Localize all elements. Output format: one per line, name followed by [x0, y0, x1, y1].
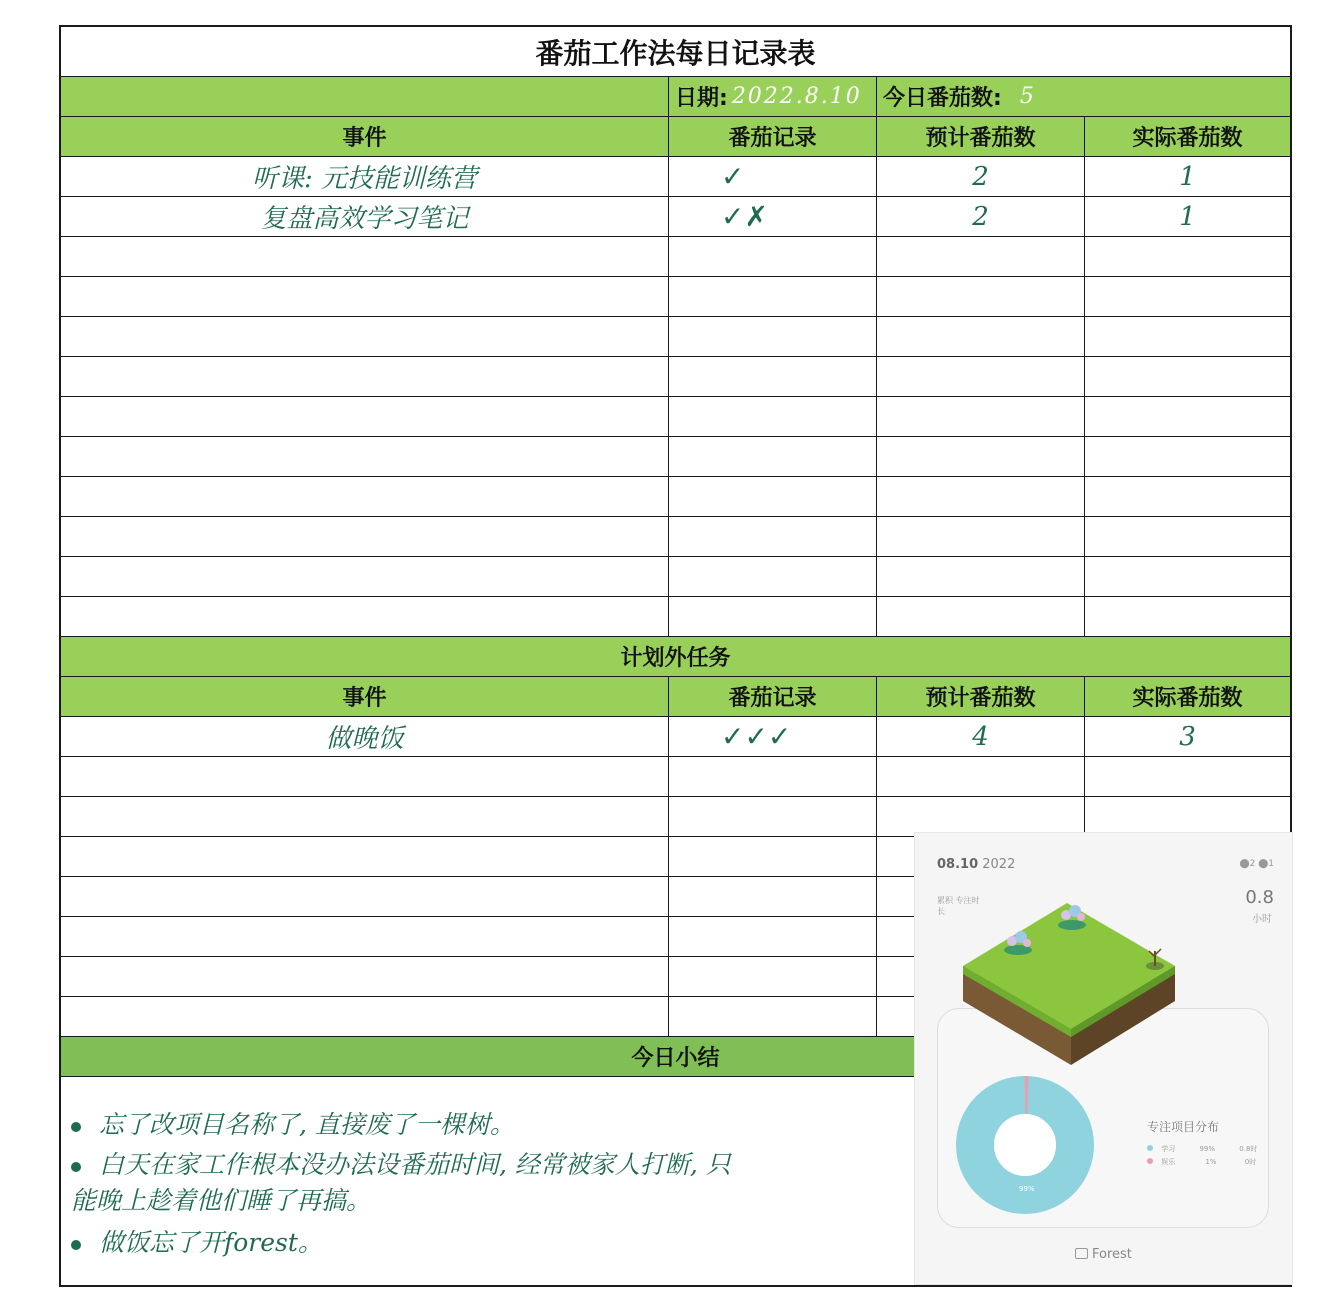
- planned-cell: 2: [877, 157, 1085, 196]
- forest-hours: 0.8: [1245, 887, 1274, 908]
- forest-logo-icon: [1075, 1248, 1088, 1259]
- record-cell: ✓✓✓: [669, 717, 877, 756]
- legend-item: 娱乐 1% 0时: [1147, 1157, 1256, 1167]
- header-planned: 预计番茄数: [877, 677, 1085, 716]
- empty-cell: [669, 477, 877, 516]
- count-value: 5: [1019, 84, 1036, 109]
- empty-cell: [669, 957, 877, 996]
- legend-dot-icon: [1147, 1145, 1153, 1151]
- empty-cell: [61, 877, 669, 916]
- planned-cell: 2: [877, 197, 1085, 236]
- header-actual: 实际番茄数: [1132, 126, 1243, 151]
- empty-cell: [669, 357, 877, 396]
- donut-percent-label: 99%: [1019, 1185, 1035, 1193]
- table-row-empty: [61, 757, 1290, 797]
- sheet-title: 番茄工作法每日记录表: [61, 27, 1290, 77]
- empty-cell: [669, 917, 877, 956]
- empty-cell: [669, 877, 877, 916]
- empty-cell: [61, 517, 669, 556]
- event-cell: 听课: 元技能训练营: [61, 157, 669, 196]
- empty-cell: [877, 757, 1085, 796]
- actual-cell: 1: [1179, 201, 1196, 232]
- forest-donut-chart: [955, 1075, 1095, 1215]
- empty-cell: [61, 397, 669, 436]
- event-cell: 复盘高效学习笔记: [61, 197, 669, 236]
- event-cell: 做晚饭: [61, 717, 669, 756]
- empty-cell: [1085, 397, 1290, 436]
- actual-cell: 3: [1179, 721, 1196, 752]
- summary-line: 做饭忘了开forest。: [71, 1223, 323, 1259]
- summary-header: 今日小结: [61, 1037, 1290, 1077]
- summary-line: 白天在家工作根本没办法设番茄时间, 经常被家人打断, 只: [71, 1145, 731, 1181]
- empty-cell: [877, 557, 1085, 596]
- empty-cell: [61, 437, 669, 476]
- empty-cell: [1085, 277, 1290, 316]
- empty-cell: [669, 757, 877, 796]
- header-event: 事件: [61, 677, 669, 716]
- empty-cell: [61, 917, 669, 956]
- record-cell: ✓: [669, 157, 877, 196]
- empty-cell: [669, 797, 877, 836]
- date-label: 日期:: [675, 86, 728, 111]
- empty-cell: [1085, 757, 1290, 796]
- header-record: 番茄记录: [669, 117, 877, 156]
- header-row-2: [61, 677, 1290, 717]
- empty-cell: [877, 317, 1085, 356]
- empty-cell: [669, 437, 877, 476]
- header-actual: 实际番茄数: [1132, 686, 1243, 711]
- forest-brand: Forest: [1075, 1247, 1132, 1262]
- planned-cell: 4: [877, 717, 1085, 756]
- empty-cell: [669, 557, 877, 596]
- count-label: 今日番茄数:: [883, 86, 1002, 111]
- empty-cell: [61, 757, 669, 796]
- forest-island-illustration: [915, 833, 1292, 1284]
- header-event: 事件: [61, 117, 669, 156]
- actual-cell: 1: [1179, 161, 1196, 192]
- empty-cell: [669, 317, 877, 356]
- empty-cell: [61, 237, 669, 276]
- empty-cell: [877, 277, 1085, 316]
- empty-cell: [1085, 477, 1290, 516]
- legend-dot-icon: [1147, 1158, 1153, 1164]
- table-row: [61, 157, 1290, 197]
- bullet-icon: [71, 1122, 81, 1132]
- table-row-empty: [61, 477, 1290, 517]
- date-value: 2022.8.10: [731, 84, 862, 109]
- empty-cell: [669, 837, 877, 876]
- table-row-empty: [61, 277, 1290, 317]
- distribution-label: 专注项目分布: [1147, 1120, 1220, 1134]
- table-row-empty: [61, 317, 1290, 357]
- empty-cell: [877, 437, 1085, 476]
- empty-cell: [877, 797, 1085, 836]
- table-row: [61, 197, 1290, 237]
- empty-cell: [669, 237, 877, 276]
- table-row-empty: [61, 797, 1290, 837]
- empty-cell: [1085, 317, 1290, 356]
- empty-cell: [877, 477, 1085, 516]
- date-row: [61, 77, 1290, 117]
- empty-cell: [1085, 797, 1290, 836]
- legend-item: 学习 99% 0.8时: [1147, 1144, 1257, 1154]
- record-cell: ✓✗: [669, 197, 877, 236]
- empty-cell: [1085, 557, 1290, 596]
- table-row-empty: [61, 237, 1290, 277]
- empty-cell: [669, 277, 877, 316]
- empty-cell: [669, 597, 877, 636]
- date-cell: [669, 77, 877, 116]
- empty-cell: [61, 837, 669, 876]
- empty-cell: [877, 597, 1085, 636]
- table-row-empty: [61, 557, 1290, 597]
- empty-cell: [61, 477, 669, 516]
- empty-cell: [61, 557, 669, 596]
- empty-cell: [61, 357, 669, 396]
- table-row-empty: [61, 357, 1290, 397]
- empty-cell: [1085, 597, 1290, 636]
- empty-cell: [1085, 517, 1290, 556]
- header-planned: 预计番茄数: [877, 117, 1085, 156]
- summary-line: 忘了改项目名称了, 直接废了一棵树。: [71, 1105, 515, 1141]
- empty-cell: [61, 957, 669, 996]
- unplanned-section-header: 计划外任务: [61, 637, 1290, 677]
- bullet-icon: [71, 1240, 81, 1250]
- forest-tree-count-icons: ⬤2 ⬤1: [1239, 859, 1274, 869]
- table-row-empty: [61, 597, 1290, 637]
- empty-cell: [61, 797, 669, 836]
- forest-date: 08.10 2022: [937, 857, 1016, 872]
- empty-cell: [1085, 237, 1290, 276]
- empty-cell: [669, 397, 877, 436]
- table-row: [61, 717, 1290, 757]
- forest-screenshot: [915, 833, 1292, 1284]
- header-row: [61, 117, 1290, 157]
- empty-cell: [669, 997, 877, 1036]
- empty-cell: [877, 237, 1085, 276]
- count-cell: [877, 77, 1290, 116]
- bullet-icon: [71, 1162, 81, 1172]
- empty-cell: [61, 997, 669, 1036]
- forest-focus-label: 累积 专注时长: [937, 896, 980, 916]
- forest-hours-unit: 小时: [1252, 914, 1272, 925]
- empty-cell: [877, 357, 1085, 396]
- table-row-empty: [61, 517, 1290, 557]
- empty-cell: [61, 317, 669, 356]
- empty-cell: [877, 517, 1085, 556]
- summary-line: 能晚上趁着他们睡了再搞。: [71, 1186, 372, 1215]
- table-row-empty: [61, 397, 1290, 437]
- empty-cell: [1085, 437, 1290, 476]
- header-record: 番茄记录: [669, 677, 877, 716]
- empty-cell: [61, 277, 669, 316]
- date-row-blank: [61, 77, 669, 116]
- empty-cell: [877, 397, 1085, 436]
- table-row-empty: [61, 437, 1290, 477]
- empty-cell: [669, 517, 877, 556]
- empty-cell: [61, 597, 669, 636]
- empty-cell: [1085, 357, 1290, 396]
